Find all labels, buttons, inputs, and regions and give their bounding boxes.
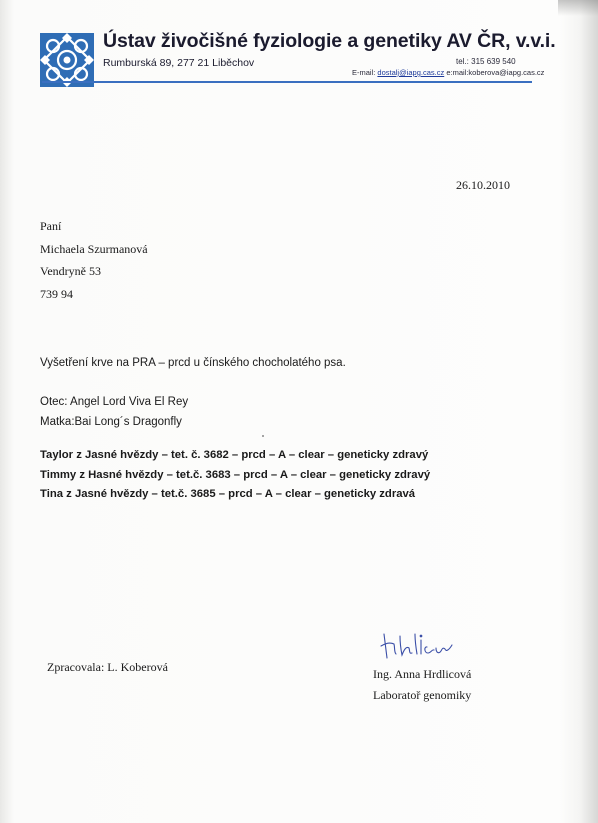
institution-phone: tel.: 315 639 540	[456, 57, 516, 66]
parents-block	[40, 392, 188, 432]
institution-emails	[352, 68, 544, 77]
scan-corner-shadow	[558, 0, 598, 16]
email-label-1: E-mail:	[352, 68, 378, 77]
letter-date: 26.10.2010	[456, 178, 510, 192]
result-line: Tina z Jasné hvězdy – tet.č. 3685 – prcd – A – clear – geneticky zdravá	[40, 488, 416, 500]
institution-address: Rumburská 89, 277 21 Liběchov	[103, 57, 255, 69]
email-link-2[interactable]: koberova@iapg.cas.cz	[468, 68, 545, 77]
letter-subject: Vyšetření krve na PRA – prcd u čínského chocholatého psa.	[40, 357, 346, 369]
letterhead-rule	[42, 81, 532, 83]
recipient-postcode: 739 94	[40, 286, 73, 301]
father-line: Otec: Angel Lord Viva El Rey	[40, 396, 189, 408]
signer-name: Ing. Anna Hrdlicová	[373, 667, 472, 681]
recipient-block	[40, 215, 148, 305]
email-link-1[interactable]: dostalj@iapg.cas.cz	[377, 68, 445, 77]
scan-speck	[262, 435, 264, 437]
institution-name: Ústav živočišné fyziologie a genetiky AV ČR, v.v.i.	[103, 30, 556, 52]
mother-line: Matka:Bai Long´s Dragonfly	[40, 416, 182, 428]
scan-edge-shadow	[580, 0, 598, 823]
institute-logo-icon	[40, 33, 94, 87]
recipient-salutation: Paní	[40, 219, 62, 233]
email-label-2: e:mail:	[446, 68, 469, 77]
recipient-name: Michaela Szurmanová	[40, 241, 148, 256]
recipient-street: Vendryně 53	[40, 264, 101, 278]
signer-department: Laboratoř genomiky	[373, 688, 472, 702]
results-list	[40, 446, 430, 505]
processed-by: Zpracovala: L. Koberová	[47, 660, 168, 674]
result-line: Taylor z Jasné hvězdy – tet. č. 3682 – prcd – A – clear – geneticky zdravý	[40, 449, 429, 461]
result-line: Timmy z Hasné hvězdy – tet.č. 3683 – prcd – A – clear – geneticky zdravý	[40, 468, 431, 481]
handwritten-signature	[378, 628, 458, 664]
signer-block	[373, 664, 471, 706]
